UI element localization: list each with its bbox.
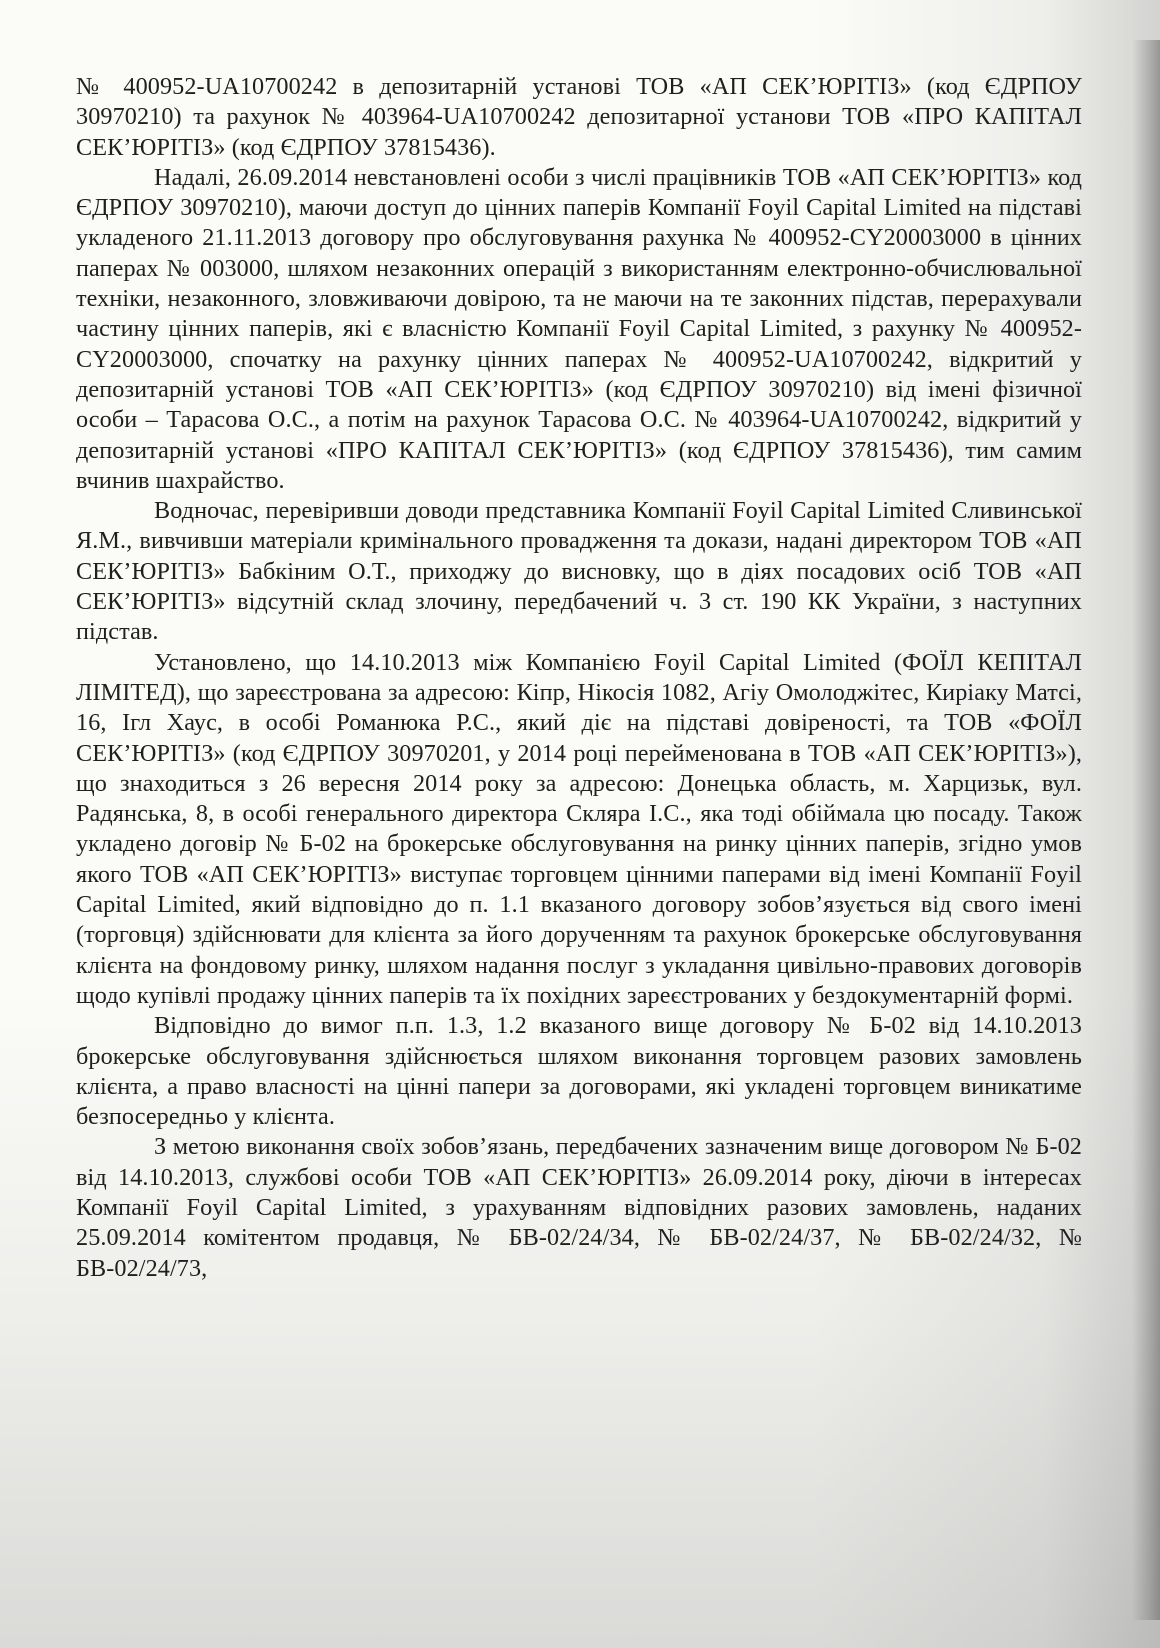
- paragraph-obligations: З метою виконання своїх зобов’язань, передбачених зазначеним вище договором № Б-02 від 14.10.2013, службові особи ТОВ «АП СЕК’ЮРІТІЗ» 26.09.2014 року, діючи в інтересах Компанії Foyil Capital Limited, з урахуванням відповідних разових замовлень, наданих 25.09.2014 комітентом продавця, № БВ-02/24/34, № БВ-02/24/37, № БВ-02/24/32, № БВ-02/24/73,: [76, 1133, 1082, 1282]
- paragraph-fraud-description: Надалі, 26.09.2014 невстановлені особи з числі працівників ТОВ «АП СЕК’ЮРІТІЗ» код ЄДРПОУ 30970210), маючи доступ до цінних паперів Компанії Foyil Capital Limited на підставі укладеного 21.11.2013 договору про обслуговування рахунка № 400952-CY20003000 в цінних паперах № 003000, шляхом незаконних операцій з використанням електронно-обчислювальної техніки, незаконного, зловживаючи довірою, та не маючи на те законних підстав, перерахували частину цінних паперів, які є власністю Компанії Foyil Capital Limited, з рахунку № 400952-CY20003000, спочатку на рахунку цінних паперах № 400952-UA10700242, відкритий у депозитарній установі ТОВ «АП СЕК’ЮРІТІЗ» (код ЄДРПОУ 30970210) від імені фізичної особи – Тарасова О.С., а потім на рахунок Тарасова О.С. № 403964-UA10700242, відкритий у депозитарній установі «ПРО КАПІТАЛ СЕК’ЮРІТІЗ» (код ЄДРПОУ 37815436), тим самим вчинив шахрайство.: [76, 163, 1082, 494]
- paragraph-established-facts: Установлено, що 14.10.2013 між Компанією Foyil Capital Limited (ФОЇЛ КЕПІТАЛ ЛІМІТЕД), що зареєстрована за адресою: Кіпр, Нікосія 1082, Агіу Омолоджітес, Киріаку Матсі, 16, Ігл Хаус, в особі Романюка Р.С., який діє на підставі довіреності, та ТОВ «ФОЇЛ СЕК’ЮРІТІЗ» (код ЄДРПОУ 30970201, у 2014 році перейменована в ТОВ «АП СЕК’ЮРІТІЗ»), що знаходиться з 26 вересня 2014 року за адресою: Донецька область, м. Харцизьк, вул. Радянська, 8, в особі генерального директора Скляра І.С., яка тоді обіймала цю посаду. Також укладено договір № Б-02 на брокерське обслуговування на ринку цінних паперів, згідно умов якого ТОВ «АП СЕК’ЮРІТІЗ» виступає торговцем цінними паперами від імені Компанії Foyil Capital Limited, який відповідно до п. 1.1 вказаного договору зобов’язується від свого імені (торговця) здійснювати для клієнта за його дорученням та рахунок брокерське обслуговування клієнта на фондовому ринку, шляхом надання послуг з укладання цивільно-правових договорів щодо купівлі продажу цінних паперів та їх похідних зареєстрованих у бездокументарній формі.: [76, 648, 1082, 1009]
- paragraph-contract-terms: Відповідно до вимог п.п. 1.3, 1.2 вказаного вище договору № Б-02 від 14.10.2013 брокерське обслуговування здійснюється шляхом виконання торговцем разових замовлень клієнта, а право власності на цінні папери за договорами, які укладені торговцем виникатиме безпосередньо у клієнта.: [76, 1012, 1082, 1131]
- document-body: [76, 72, 1082, 1284]
- paragraph-continuation: № 400952-UA10700242 в депозитарній установі ТОВ «АП СЕК’ЮРІТІЗ» (код ЄДРПОУ 30970210) та рахунок № 403964-UA10700242 депозитарної установи ТОВ «ПРО КАПІТАЛ СЕК’ЮРІТІЗ» (код ЄДРПОУ 37815436).: [76, 73, 1082, 161]
- scan-edge-shadow: [1132, 40, 1160, 1620]
- paragraph-conclusion: Водночас, перевіривши доводи представника Компанії Foyil Capital Limited Сливинської Я.М., вивчивши матеріали кримінального провадження та докази, надані директором ТОВ «АП СЕК’ЮРІТІЗ» Бабкіним О.Т., приходжу до висновку, що в діях посадових осіб ТОВ «АП СЕК’ЮРІТІЗ» відсутній склад злочину, передбачений ч. 3 ст. 190 КК України, з наступних підстав.: [76, 497, 1082, 646]
